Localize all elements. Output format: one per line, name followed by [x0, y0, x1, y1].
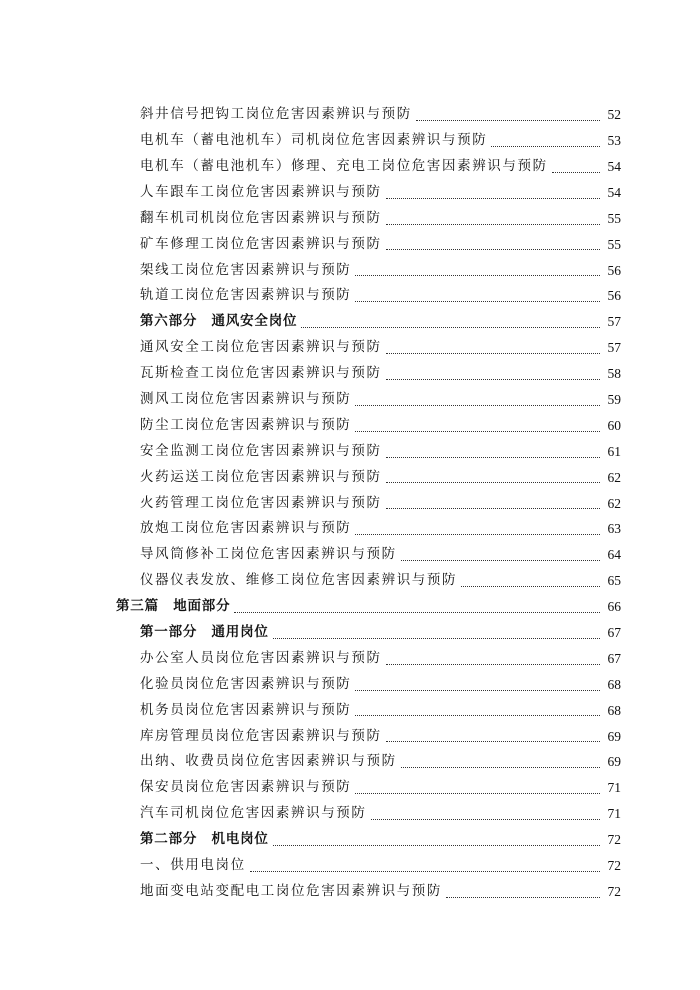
table-of-contents — [0, 102, 700, 905]
toc-page-number: 59 — [607, 391, 621, 407]
toc-page-number: 61 — [607, 443, 621, 459]
toc-page-number: 64 — [607, 547, 621, 563]
dot-leader — [250, 870, 600, 872]
dot-leader — [355, 300, 600, 302]
toc-entry[interactable] — [0, 464, 700, 490]
toc-entry[interactable] — [0, 672, 700, 698]
dot-leader — [301, 326, 600, 328]
toc-entry-title: 架线工岗位危害因素辨识与预防 — [140, 261, 352, 278]
toc-page-number: 68 — [607, 702, 621, 718]
toc-page-number: 69 — [607, 728, 621, 744]
toc-entry-title: 办公室人员岗位危害因素辨识与预防 — [140, 649, 382, 666]
toc-page-number: 56 — [607, 288, 621, 304]
toc-entry-title: 斜井信号把钩工岗位危害因素辨识与预防 — [140, 106, 412, 123]
toc-entry-title: 火药运送工岗位危害因素辨识与预防 — [140, 468, 382, 485]
toc-entry-title: 翻车机司机岗位危害因素辨识与预防 — [140, 209, 382, 226]
toc-entry-title: 地面变电站变配电工岗位危害因素辨识与预防 — [140, 882, 442, 899]
toc-page-number: 65 — [607, 573, 621, 589]
toc-entry-title: 矿车修理工岗位危害因素辨识与预防 — [140, 235, 382, 252]
toc-entry-title: 放炮工岗位危害因素辨识与预防 — [140, 520, 352, 537]
toc-section-heading[interactable] — [0, 309, 700, 335]
toc-page-number: 62 — [607, 495, 621, 511]
toc-entry-title: 测风工岗位危害因素辨识与预防 — [140, 390, 352, 407]
toc-entry-title: 火药管理工岗位危害因素辨识与预防 — [140, 494, 382, 511]
toc-entry[interactable] — [0, 206, 700, 232]
toc-entry[interactable] — [0, 879, 700, 905]
dot-leader — [491, 145, 600, 147]
toc-entry[interactable] — [0, 853, 700, 879]
toc-entry[interactable] — [0, 128, 700, 154]
toc-page-number: 71 — [607, 780, 621, 796]
toc-entry[interactable] — [0, 568, 700, 594]
toc-page-number: 55 — [607, 236, 621, 252]
toc-entry[interactable] — [0, 697, 700, 723]
toc-entry[interactable] — [0, 231, 700, 257]
toc-entry[interactable] — [0, 361, 700, 387]
toc-entry[interactable] — [0, 646, 700, 672]
toc-page-number: 72 — [607, 883, 621, 899]
toc-page-number: 54 — [607, 184, 621, 200]
toc-entry-title: 防尘工岗位危害因素辨识与预防 — [140, 416, 352, 433]
toc-page-number: 58 — [607, 366, 621, 382]
toc-entry-title: 瓦斯检查工岗位危害因素辨识与预防 — [140, 365, 382, 382]
toc-entry[interactable] — [0, 542, 700, 568]
dot-leader — [401, 766, 600, 768]
dot-leader — [355, 274, 600, 276]
toc-page-number: 56 — [607, 262, 621, 278]
toc-page-number: 63 — [607, 521, 621, 537]
dot-leader — [386, 352, 600, 354]
dot-leader — [386, 378, 600, 380]
toc-entry-title: 第二部分 机电岗位 — [140, 831, 269, 848]
toc-entry[interactable] — [0, 749, 700, 775]
dot-leader — [386, 663, 600, 665]
toc-page-number: 52 — [607, 107, 621, 123]
dot-leader — [355, 792, 600, 794]
dot-leader — [234, 611, 600, 613]
toc-entry-title: 安全监测工岗位危害因素辨识与预防 — [140, 442, 382, 459]
dot-leader — [416, 119, 600, 121]
toc-page-number: 66 — [607, 599, 621, 615]
toc-page-number: 60 — [607, 417, 621, 433]
dot-leader — [371, 818, 601, 820]
toc-entry-title: 导风筒修补工岗位危害因素辨识与预防 — [140, 546, 397, 563]
toc-entry-title: 通风安全工岗位危害因素辨识与预防 — [140, 339, 382, 356]
toc-entry[interactable] — [0, 102, 700, 128]
dot-leader — [401, 559, 600, 561]
toc-section-heading[interactable] — [0, 620, 700, 646]
toc-page-number: 72 — [607, 832, 621, 848]
toc-entry-title: 保安员岗位危害因素辨识与预防 — [140, 779, 352, 796]
toc-entry[interactable] — [0, 413, 700, 439]
toc-entry[interactable] — [0, 723, 700, 749]
dot-leader — [446, 896, 600, 898]
toc-entry[interactable] — [0, 335, 700, 361]
toc-page-number: 53 — [607, 133, 621, 149]
toc-entry-title: 电机车（蓄电池机车）司机岗位危害因素辨识与预防 — [140, 132, 488, 149]
toc-page-number: 55 — [607, 210, 621, 226]
toc-entry-title: 第三篇 地面部分 — [116, 598, 231, 615]
dot-leader — [355, 430, 600, 432]
dot-leader — [355, 404, 600, 406]
toc-page-number: 54 — [607, 158, 621, 174]
toc-entry[interactable] — [0, 257, 700, 283]
toc-page-number: 67 — [607, 625, 621, 640]
dot-leader — [355, 689, 600, 691]
dot-leader — [386, 456, 600, 458]
toc-entry-title: 库房管理员岗位危害因素辨识与预防 — [140, 727, 382, 744]
toc-entry-title: 第一部分 通用岗位 — [140, 624, 269, 640]
dot-leader — [386, 248, 600, 250]
toc-entry[interactable] — [0, 283, 700, 309]
dot-leader — [386, 507, 600, 509]
toc-section-heading[interactable] — [0, 827, 700, 853]
toc-entry[interactable] — [0, 516, 700, 542]
dot-leader — [386, 481, 600, 483]
toc-entry-title: 轨道工岗位危害因素辨识与预防 — [140, 287, 352, 304]
toc-entry-title: 出纳、收费员岗位危害因素辨识与预防 — [140, 753, 397, 770]
toc-entry[interactable] — [0, 490, 700, 516]
dot-leader — [355, 533, 600, 535]
toc-entry[interactable] — [0, 180, 700, 206]
toc-page-number: 68 — [607, 676, 621, 692]
toc-entry-title: 一、供用电岗位 — [140, 857, 246, 874]
toc-entry-title: 机务员岗位危害因素辨识与预防 — [140, 701, 352, 718]
dot-leader — [386, 223, 600, 225]
dot-leader — [552, 171, 600, 173]
toc-entry-title: 电机车（蓄电池机车）修理、充电工岗位危害因素辨识与预防 — [140, 157, 548, 174]
dot-leader — [355, 714, 600, 716]
toc-page-number: 57 — [607, 340, 621, 356]
toc-entry-title: 第六部分 通风安全岗位 — [140, 313, 298, 330]
toc-entry[interactable] — [0, 801, 700, 827]
dot-leader — [273, 844, 600, 846]
dot-leader — [386, 740, 600, 742]
toc-section-heading[interactable] — [0, 594, 700, 620]
toc-page-number: 67 — [607, 650, 621, 666]
toc-entry-title: 人车跟车工岗位危害因素辨识与预防 — [140, 183, 382, 200]
dot-leader — [461, 585, 600, 587]
toc-page-number: 57 — [607, 314, 621, 330]
dot-leader — [386, 197, 600, 199]
toc-entry[interactable] — [0, 439, 700, 465]
toc-page-number: 62 — [607, 469, 621, 485]
toc-page-number: 69 — [607, 754, 621, 770]
toc-entry[interactable] — [0, 775, 700, 801]
toc-entry-title: 仪器仪表发放、维修工岗位危害因素辨识与预防 — [140, 572, 458, 589]
toc-entry[interactable] — [0, 154, 700, 180]
toc-page-number: 72 — [607, 858, 621, 874]
toc-entry[interactable] — [0, 387, 700, 413]
dot-leader — [273, 637, 600, 639]
toc-entry-title: 汽车司机岗位危害因素辨识与预防 — [140, 805, 367, 822]
toc-entry-title: 化验员岗位危害因素辨识与预防 — [140, 675, 352, 692]
toc-page-number: 71 — [607, 806, 621, 822]
